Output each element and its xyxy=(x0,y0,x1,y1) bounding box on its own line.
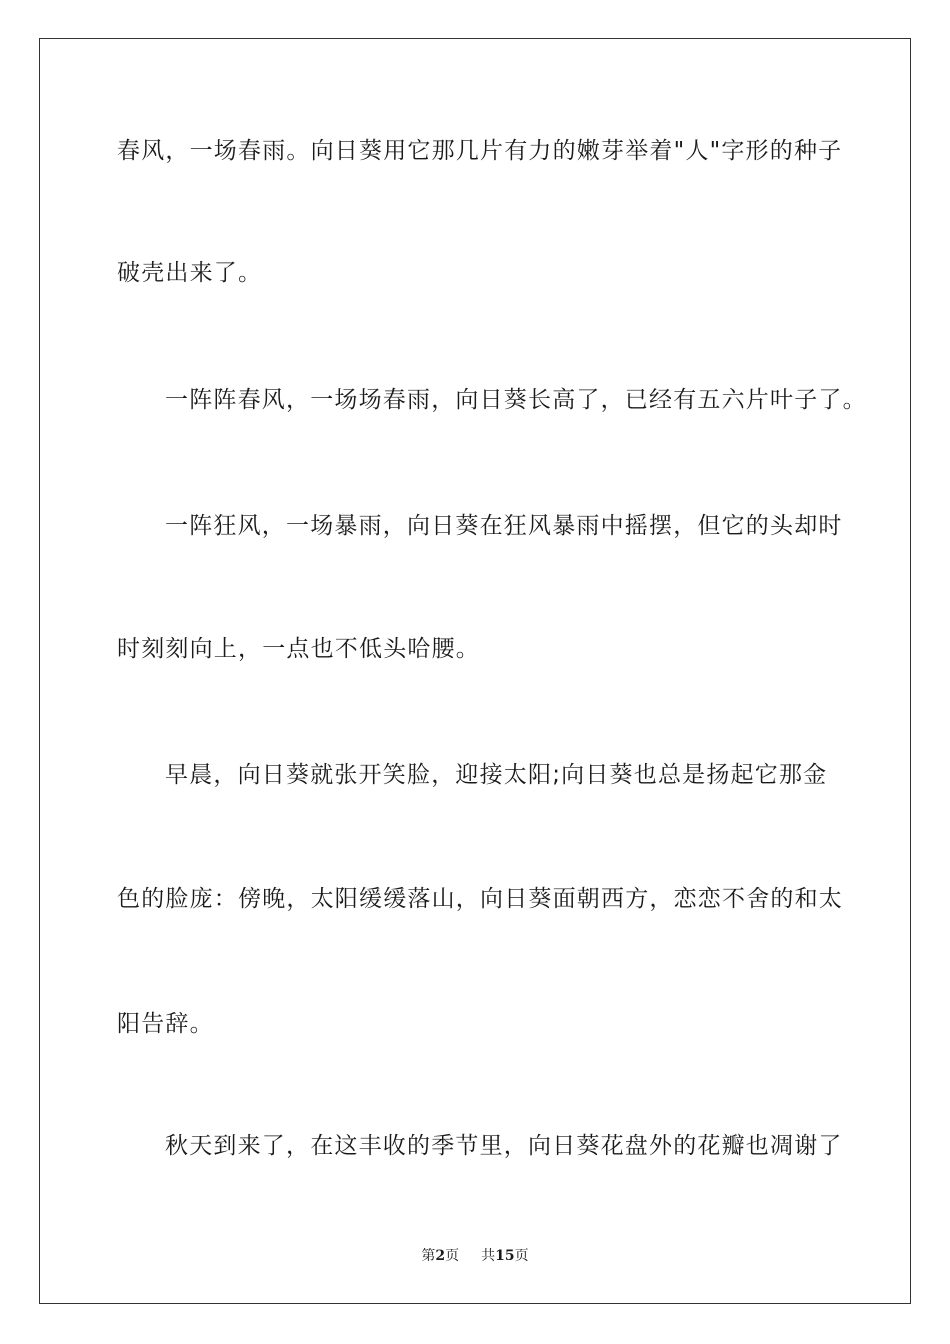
page-prefix: 第 xyxy=(421,1248,436,1264)
total-suffix: 页 xyxy=(514,1248,529,1264)
text-line-7: 色的脸庞：傍晚，太阳缓缓落山，向日葵面朝西方，恋恋不舍的和太 xyxy=(117,886,843,912)
total-indicator xyxy=(481,1247,528,1265)
page-frame xyxy=(39,38,911,1304)
text-line-9: 秋天到来了，在这丰收的季节里，向日葵花盘外的花瓣也凋谢了 xyxy=(165,1133,843,1159)
total-pages: 15 xyxy=(495,1248,515,1264)
page-suffix: 页 xyxy=(445,1248,460,1264)
page-number: 2 xyxy=(435,1248,446,1264)
text-line-2: 破壳出来了。 xyxy=(117,260,263,286)
text-line-3: 一阵阵春风，一场场春雨，向日葵长高了，已经有五六片叶子了。 xyxy=(165,387,867,413)
text-line-6: 早晨，向日葵就张开笑脸，迎接太阳;向日葵也总是扬起它那金 xyxy=(165,762,828,788)
text-line-1: 春风，一场春雨。向日葵用它那几片有力的嫩芽举着"人"字形的种子 xyxy=(117,138,843,164)
total-prefix: 共 xyxy=(481,1248,496,1264)
text-line-4: 一阵狂风，一场暴雨，向日葵在狂风暴雨中摇摆，但它的头却时 xyxy=(165,513,843,539)
page-indicator xyxy=(421,1247,459,1265)
text-line-8: 阳告辞。 xyxy=(117,1011,214,1037)
text-line-5: 时刻刻向上，一点也不低头哈腰。 xyxy=(117,636,480,662)
page-footer xyxy=(0,1247,950,1265)
